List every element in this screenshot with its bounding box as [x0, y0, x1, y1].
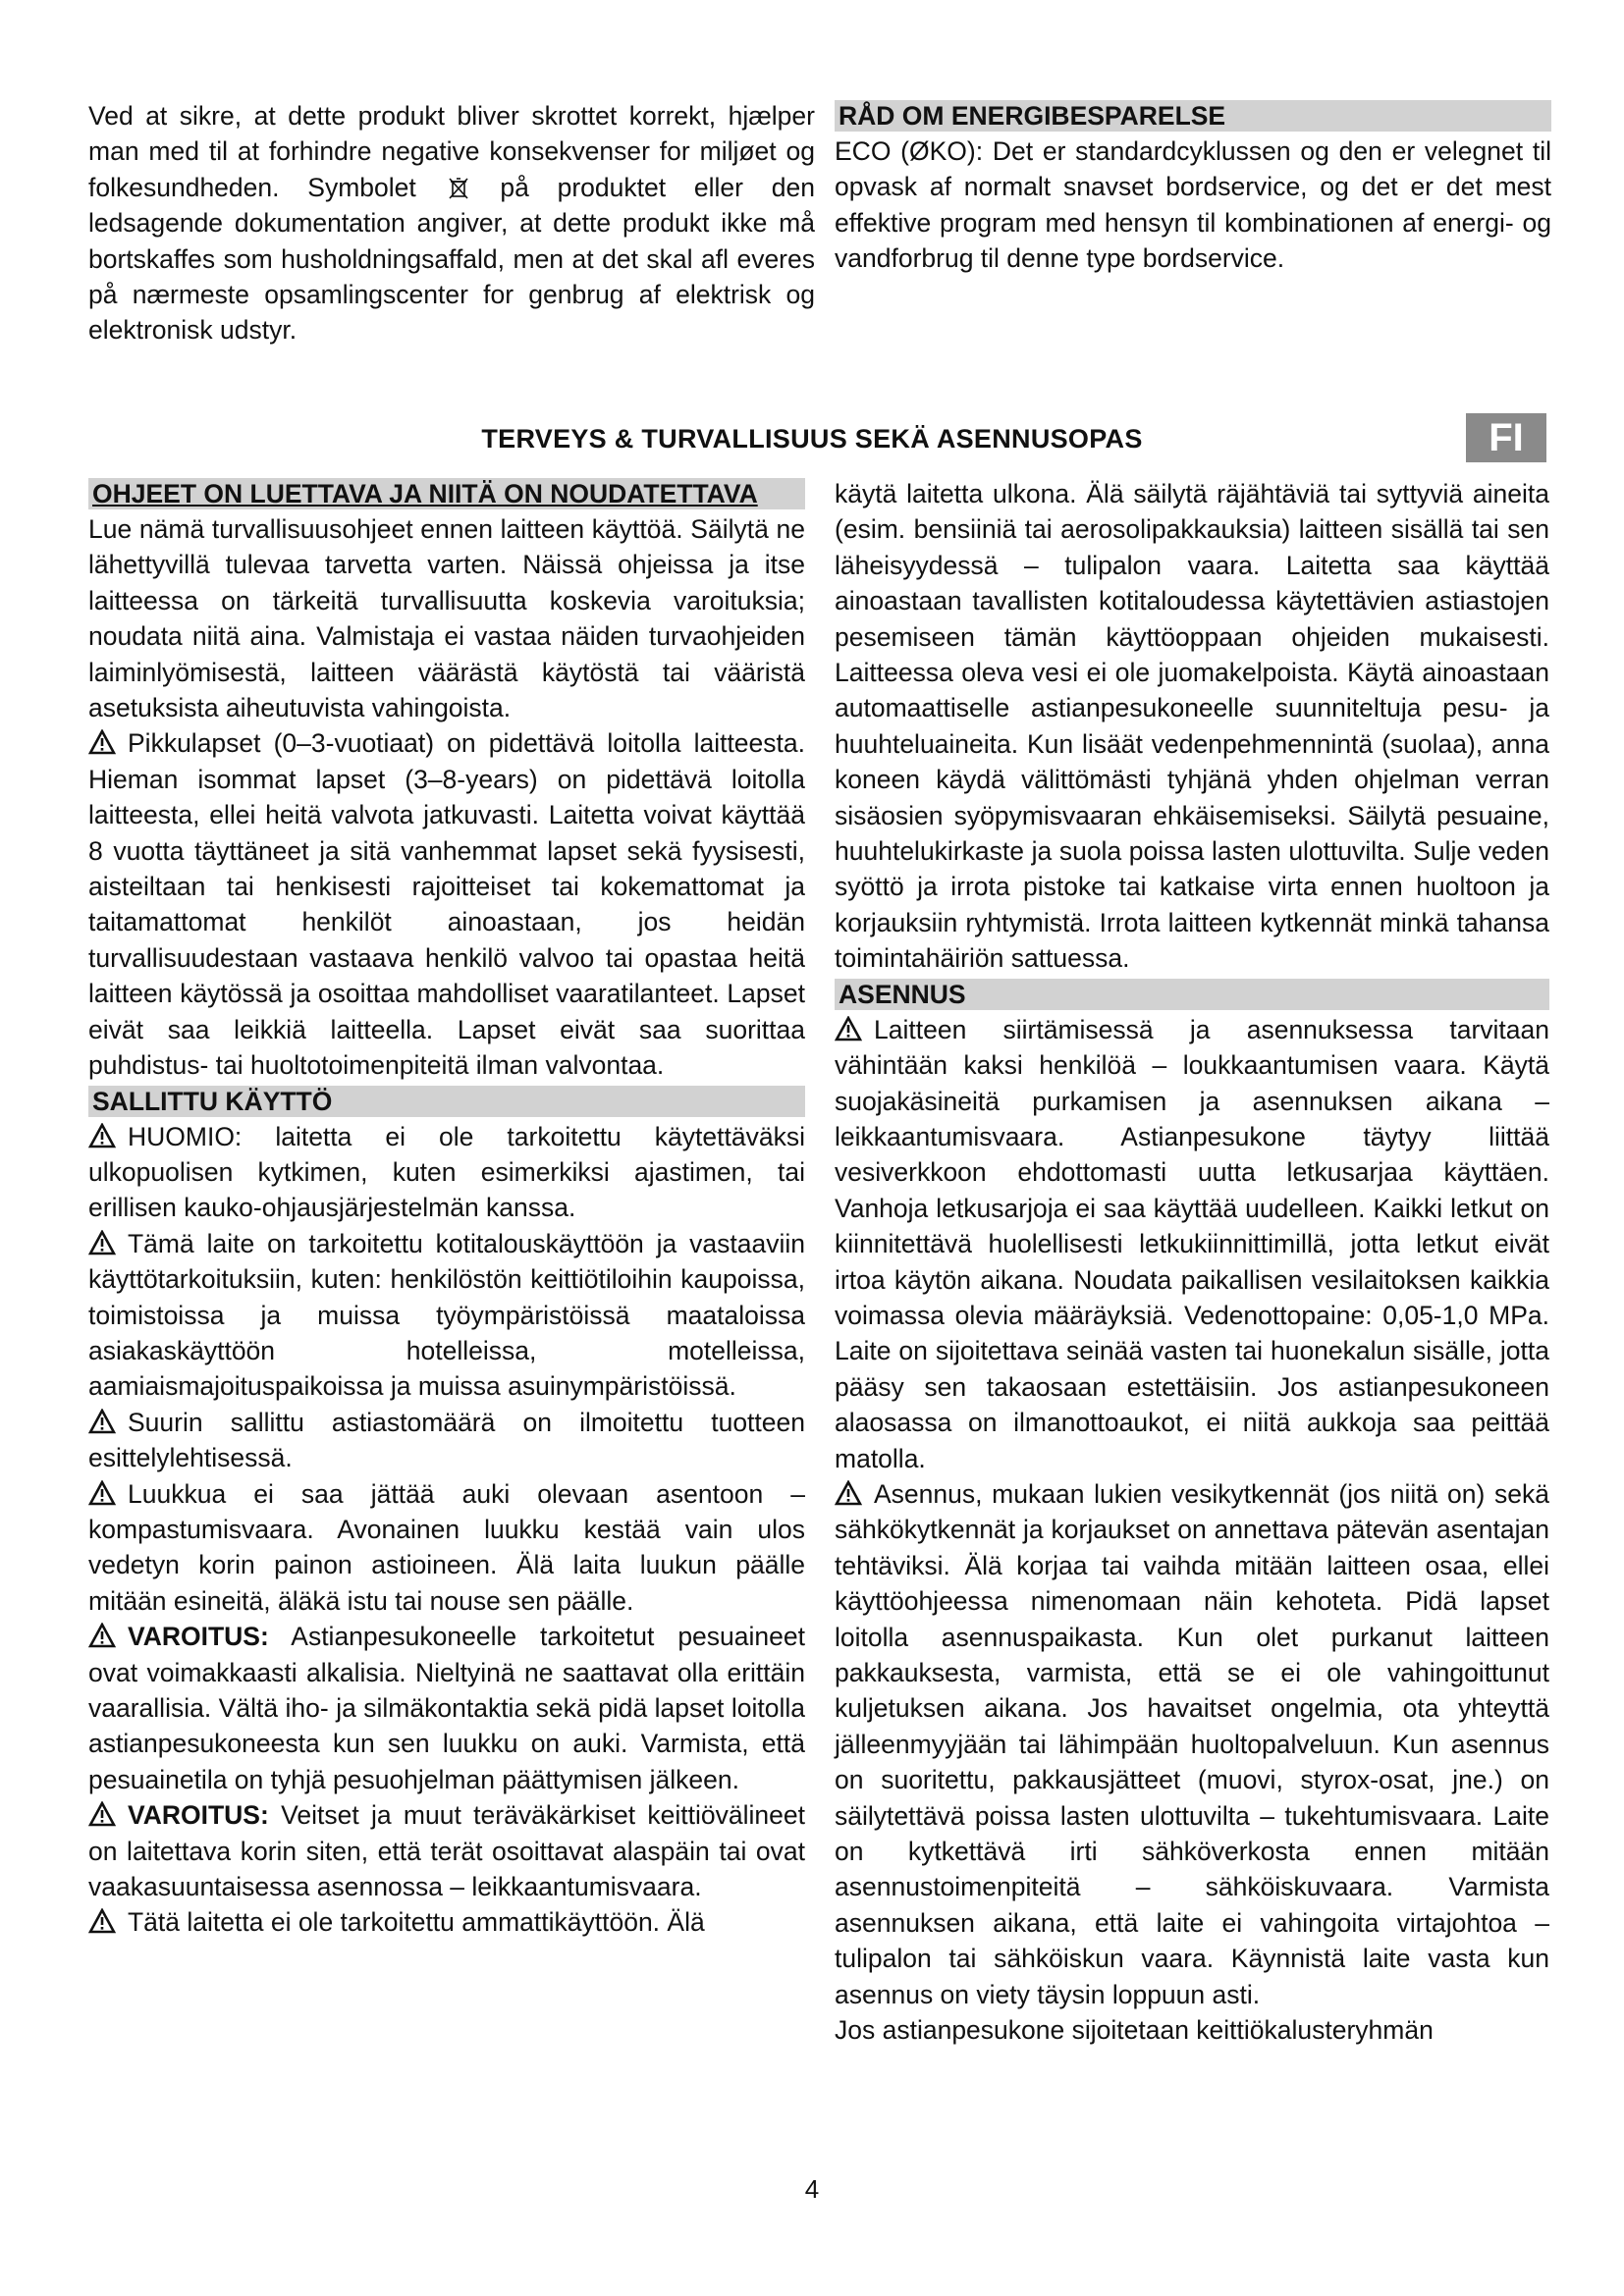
language-badge: FI — [1466, 413, 1546, 462]
max-load-paragraph — [88, 1405, 805, 1476]
warning-triangle-icon — [835, 1016, 862, 1041]
moving-warning-paragraph — [835, 1012, 1549, 1476]
knives-warning-text: Veitset ja muut teräväkärkiset keittiövälineet on laitettava korin siten, että terät osoittavat alaspäin tai ovat vaakasuuntaisessa asennossa – leikkaantumisvaara. — [88, 1800, 805, 1902]
warning-label: VAROITUS: — [128, 1800, 269, 1831]
warning-triangle-icon — [88, 1230, 116, 1255]
right-column — [835, 476, 1549, 2048]
door-open-paragraph — [88, 1476, 805, 1620]
energy-saving-section — [835, 98, 1551, 277]
detergent-warning-paragraph — [88, 1619, 805, 1797]
energy-saving-text: ECO (ØKO): Det er standardcyklussen og den er velegnet til opvask af normalt snavset bordservice, og det er det mest effektive program med hensyn til kombinationen af energi- og vandforbrug til denne type bordservice. — [835, 136, 1551, 274]
children-warning — [88, 725, 805, 1083]
last-line: Jos astianpesukone sijoitetaan keittiökalusteryhmän — [835, 2015, 1434, 2046]
warning-triangle-icon — [88, 1409, 116, 1434]
household-use-text: Tämä laite on tarkoitettu kotitalouskäyttöön ja vastaaviin käyttötarkoituksiin, kuten: henkilöstön keittiötiloihin kaupoissa, toimistoissa ja muissa työympäristöissä maataloissa asiakaskäyttöön hotelleissa, motelleissa, aamiaismajoituspaikoissa ja muissa asuinympäristöissä. — [88, 1228, 805, 1402]
children-warning-text: Pikkulapset (0–3-vuotiaat) on pidettävä loitolla laitteesta. Hieman isommat lapset (3–8-years) on pidettävä loitolla laitteesta, ellei heitä valvota jatkuvasti. Laitetta voivat käyttää 8 vuotta täyttäneet ja sitä vanhemmat lapset sekä fyysisesti, aisteiltaan tai henkisesti rajoitteiset tai kokemattomat ja taitamattomat henkilöt ainoastaan, jos heidän turvallisuudestaan vastaava henkilö valvoo tai opastaa heitä laitteen käytössä ja osoittaa mahdolliset vaaratilanteet. Lapset eivät saa leikkiä laitteella. Lapset eivät saa suorittaa puhdistus- tai huoltotoimenpiteitä ilman valvontaa. — [88, 728, 805, 1081]
warning-triangle-icon — [88, 1908, 116, 1934]
knives-warning-paragraph — [88, 1797, 805, 1904]
installation-heading: ASENNUS — [835, 979, 1549, 1010]
installation-warning-paragraph — [835, 1476, 1549, 2012]
door-open-text: Luukkua ei saa jättää auki olevaan asentoon – kompastumisvaara. Avonainen luukku kestää vain ulos vedetyn korin painon astioineen. Älä laita luukun päälle mitään esineitä, äläkä istu tai nouse sen päälle. — [88, 1478, 805, 1616]
disposal-section — [88, 98, 815, 348]
detergent-warning-text: Astianpesukoneelle tarkoitetut pesuaineet ovat voimakkaasti alkalisia. Nieltyinä ne saattavat olla erittäin vaarallisia. Vältä iho- ja silmäkontaktia sekä pidä lapset loitolla astianpesukoneesta kun sen luukku on auki. Varmista, että pesuainetila on tyhjä pesuohjelman päättymisen jälkeen. — [88, 1622, 805, 1794]
notice-text: HUOMIO: laitetta ei ole tarkoitettu käytettäväksi ulkopuolisen kytkimen, kuten esimerkiksi ajastimen, tai erillisen kauko-ohjausjärjestelmän kanssa. — [88, 1121, 805, 1223]
professional-use-paragraph — [88, 1904, 805, 1940]
crossed-bin-icon — [449, 177, 468, 200]
intro-paragraph: Lue nämä turvallisuusohjeet ennen laitteen käyttöä. Säilytä ne lähettyvillä tulevaa tarvetta varten. Näissä ohjeissa ja itse laitteessa on tärkeitä turvallisuutta koskevia varoituksia; noudata niitä aina. Valmistaja ei vastaa näiden turvaohjeiden laiminlyömisestä, laitteen väärästä käytöstä tai vääristä asetuksista aiheutuvista vahingoista. — [88, 514, 805, 723]
page-number: 4 — [804, 2174, 820, 2204]
warning-triangle-icon — [88, 1623, 116, 1648]
warning-triangle-icon — [835, 1480, 862, 1506]
warning-triangle-icon — [88, 729, 116, 755]
warning-label: VAROITUS: — [128, 1622, 269, 1652]
warning-triangle-icon — [88, 1123, 116, 1148]
left-column — [88, 476, 805, 1941]
warning-triangle-icon — [88, 1480, 116, 1506]
installation-warning-text: Asennus, mukaan lukien vesikytkennät (jos niitä on) sekä sähkökytkennät ja korjaukset on annettava pätevän asentajan tehtäviksi. Älä korjaa tai vaihda mitään laitteen osaa, ellei käyttöohjeessa nimenomaan näin kehoteta. Pidä lapset loitolla asennuspaikasta. Kun olet purkanut laitteen pakkauksesta, varmista, että se ei ole vahingoittunut kuljetuksen aikana. Jos havaitset ongelmia, ota yhteyttä jälleenmyyjään tai lähimpään huoltopalveluun. Kun asennus on suoritettu, pakkausjätteet (muovi, styrox-osat, jne.) on säilytettävä poissa lasten ulottuvilta – tukehtumisvaara. Laite on kytkettävä irti sähköverkosta ennen mitään asennustoimenpiteitä – sähköiskuvaara. Varmista asennuksen aikana, että laite ei vahingoita virtajohtoa – tulipalon tai sähköiskun vaara. Käynnistä laite vasta kun asennus on viety täysin loppuun asti. — [835, 1478, 1549, 2009]
professional-use-text: Tätä laitetta ei ole tarkoitettu ammattikäyttöön. Älä — [128, 1907, 705, 1938]
energy-saving-heading: RÅD OM ENERGIBESPARELSE — [835, 100, 1551, 132]
continuation-paragraph: käytä laitetta ulkona. Älä säilytä räjähtäviä tai syttyviä aineita (esim. bensiiniä tai aerosolipakkauksia) laitteen sisällä tai sen läheisyydessä – tulipalon vaara. Laitetta saa käyttää ainoastaan tavallisten kotitaloudessa käytettävien astiastojen pesemiseen tämän käyttöoppaan ohjeiden mukaisesti. Laitteessa oleva vesi ei ole juomakelpoista. Käytä ainoastaan automaattiselle astianpesukoneelle suunniteltuja pesu- ja huuhteluaineita. Kun lisäät vedenpehmennintä (suolaa), anna koneen käydä välittömästi tyhjänä yhden ohjelman verran sisäosien syöpymisvaaran ehkäisemiseksi. Säilytä pesuaine, huuhtelukirkaste ja suola poissa lasten ulottuvilta. Sulje veden syöttö ja irrota pistoke tai katkaise virta ennen huoltoon ja korjauksiin ryhtymistä. Irrota laitteen kytkennät minkä tahansa toimintahäiriön sattuessa. — [835, 479, 1549, 974]
household-use-paragraph — [88, 1226, 805, 1405]
moving-warning-text: Laitteen siirtämisessä ja asennuksessa tarvitaan vähintään kaksi henkilöä – loukkaantumisen vaara. Käytä suojakäsineitä purkamisen ja asennuksen aikana – leikkaantumisvaara. Astianpesukone täytyy liittää vesiverkkoon ehdottomasti uutta letkusarjaa käyttäen. Vanhoja letkusarjoja ei saa käyttää uudelleen. Kaikki letkut on kiinnitettävä huolellisesti letkukiinnittimillä, jotta letkut eivät irtoa käytön aikana. Noudata paikallisen vesilaitoksen kaikkia voimassa olevia määräyksiä. Vedenottopaine: 0,05-1,0 MPa. Laite on sijoitettava seinää vasten tai huonekalun sisälle, jotta pääsy sen takaosaan estettäisiin. Jos astianpesukoneen alaosassa on ilmanottoaukot, ei niitä aukkoja saa peittää matolla. — [835, 1014, 1549, 1473]
disposal-text-a: Ved at sikre, at dette produkt bliver skrottet korrekt, hjælper man med til at forhindre negative konsekvenser for miljøet og folkesundheden. Symbolet — [88, 101, 815, 202]
disposal-text-b: på produktet eller den ledsagende dokumentation angiver, at dette produkt ikke må bortskaffes som husholdningsaffald, men at det skal afl everes på nærmeste opsamlingscenter for genbrug af elektrisk og elektronisk udstyr. — [88, 172, 815, 346]
page-title: TERVEYS & TURVALLISUUS SEKÄ ASENNUSOPAS — [481, 424, 1143, 454]
max-load-text: Suurin sallittu astiastomäärä on ilmoitettu tuotteen esittelylehtisessä. — [88, 1407, 805, 1473]
notice-paragraph — [88, 1119, 805, 1226]
permitted-use-heading: SALLITTU KÄYTTÖ — [88, 1086, 805, 1117]
warning-triangle-icon — [88, 1801, 116, 1827]
instructions-heading: OHJEET ON LUETTAVA JA NIITÄ ON NOUDATETTAVA — [88, 478, 805, 509]
